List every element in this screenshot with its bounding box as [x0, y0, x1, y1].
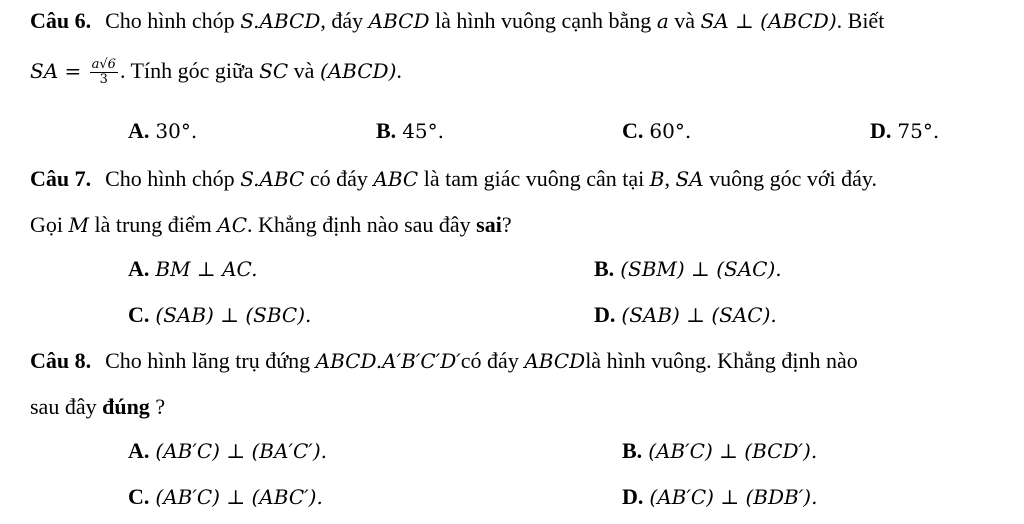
q6-text: và [288, 58, 320, 83]
q7-math: ABC [373, 167, 419, 191]
q6-number: Câu 6. [30, 8, 92, 33]
option-value: BM ⊥ AC. [155, 257, 258, 281]
q7-math: AC [217, 213, 248, 237]
q7-option-b[interactable] [594, 256, 782, 282]
q8-text: sau đây [30, 394, 103, 419]
option-label: B. [594, 256, 615, 281]
q6-math: a [656, 9, 669, 33]
option-label: A. [128, 256, 150, 281]
q6-math: SA = [30, 59, 88, 83]
q6-math: ABCD [368, 9, 430, 33]
q6-text: là hình vuông cạnh bằng [429, 8, 657, 33]
q7-text: là trung điểm [88, 212, 218, 237]
q6-option-c[interactable] [622, 118, 691, 144]
option-label: D. [622, 484, 644, 509]
q7-number: Câu 7. [30, 166, 92, 191]
q6-text: . [396, 58, 402, 83]
option-label: D. [870, 118, 892, 143]
q6-line-2 [30, 58, 402, 87]
q6-fraction [90, 58, 118, 87]
q7-emphasis: sai [476, 212, 502, 237]
option-value: (AB′C) ⊥ (BDB′). [649, 485, 818, 509]
q6-math: (ABCD) [319, 59, 397, 83]
q7-text: Gọi [30, 212, 69, 237]
option-label: B. [376, 118, 397, 143]
q7-text: . Khẳng định nào sau đây [247, 212, 477, 237]
q7-text: là tam giác vuông cân tại [418, 166, 650, 191]
q6-option-d[interactable] [870, 118, 939, 144]
q7-text: Cho hình chóp [105, 166, 241, 191]
option-value: 45°. [402, 119, 444, 143]
q8-option-b[interactable] [622, 438, 817, 464]
q8-option-a[interactable] [128, 438, 327, 464]
q8-text: ? [149, 394, 166, 419]
fraction-denominator: 3 [99, 72, 108, 88]
q8-math: ABCD [524, 349, 586, 373]
q7-math: M [68, 213, 89, 237]
option-value: 75°. [897, 119, 940, 143]
q7-option-d[interactable] [594, 302, 777, 328]
q6-text: , đáy [320, 8, 369, 33]
q7-text: , [664, 166, 676, 191]
option-label: B. [622, 438, 643, 463]
q7-option-c[interactable] [128, 302, 311, 328]
q6-text: . Tính góc giữa [119, 58, 260, 83]
q7-math: SA [675, 167, 704, 191]
option-label: C. [128, 484, 150, 509]
q6-math: SC [259, 59, 289, 83]
q8-option-c[interactable] [128, 484, 323, 510]
q6-math: SA ⊥ (ABCD) [700, 9, 837, 33]
q7-math: B [649, 167, 665, 191]
q7-line-1 [30, 166, 877, 192]
option-value: (AB′C) ⊥ (ABC′). [155, 485, 323, 509]
q7-text: ? [501, 212, 512, 237]
q8-number: Câu 8. [30, 348, 92, 373]
option-value: (AB′C) ⊥ (BA′C′). [155, 439, 327, 463]
fraction-numerator: a√6 [91, 57, 116, 73]
option-value: (SAB) ⊥ (SAC). [621, 303, 777, 327]
q8-math: ABCD.A′B′C′D′ [315, 349, 461, 373]
q7-text: có đáy [304, 166, 374, 191]
option-value: 60°. [649, 119, 692, 143]
q8-text: có đáy [460, 348, 525, 373]
option-value: (SBM) ⊥ (SAC). [620, 257, 782, 281]
q8-line-2 [30, 394, 165, 420]
q7-math: S.ABC [240, 167, 305, 191]
option-value: (SAB) ⊥ (SBC). [155, 303, 312, 327]
q6-text: và [668, 8, 701, 33]
option-label: C. [128, 302, 150, 327]
q6-text: Cho hình chóp [105, 8, 241, 33]
q7-text: vuông góc với đáy. [703, 166, 877, 191]
q7-line-2 [30, 212, 512, 238]
option-value: (AB′C) ⊥ (BCD′). [648, 439, 818, 463]
q8-text: Cho hình lăng trụ đứng [105, 348, 316, 373]
q6-line-1 [30, 8, 884, 34]
q8-line-1 [30, 348, 858, 374]
option-value: 30°. [155, 119, 198, 143]
q6-text: . Biết [836, 8, 885, 33]
option-label: A. [128, 118, 150, 143]
q6-math: S.ABCD [240, 9, 321, 33]
q8-text: là hình vuông. Khẳng định nào [585, 348, 858, 373]
q6-option-b[interactable] [376, 118, 444, 144]
q7-option-a[interactable] [128, 256, 257, 282]
option-label: D. [594, 302, 616, 327]
q6-option-a[interactable] [128, 118, 197, 144]
option-label: A. [128, 438, 150, 463]
q8-emphasis: đúng [102, 394, 150, 419]
q8-option-d[interactable] [622, 484, 817, 510]
option-label: C. [622, 118, 644, 143]
